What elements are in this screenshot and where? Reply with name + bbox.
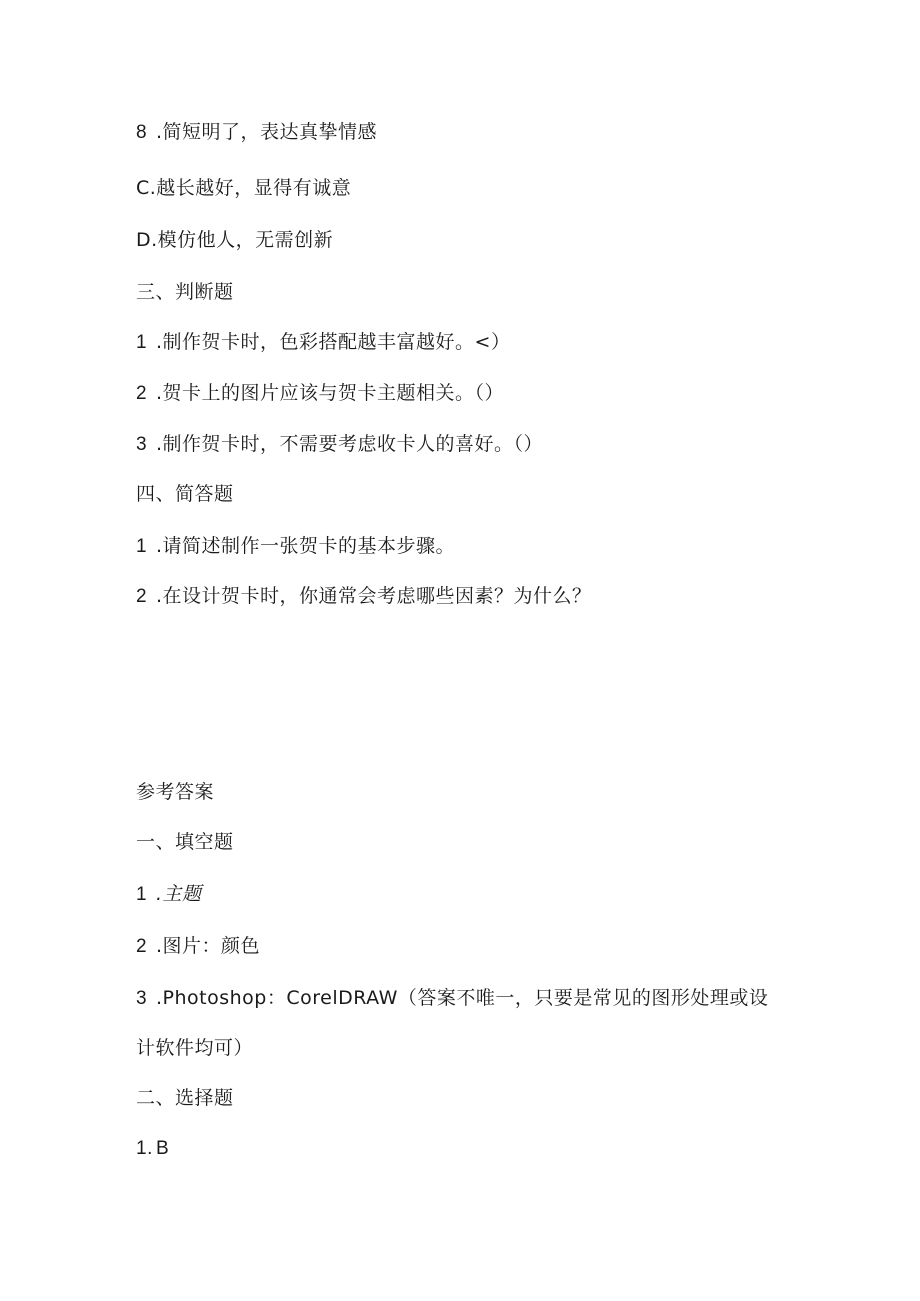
item-number: 1. [136, 1138, 153, 1159]
heading-text: 一、填空题 [136, 831, 234, 853]
item-text: .图片：颜色 [156, 935, 261, 957]
item-text: .简短明了，表达真挚情感 [156, 121, 378, 143]
fill-blank-answer-1 [136, 882, 202, 907]
item-number: 2 [136, 586, 148, 607]
fill-blank-answer-3-continued [136, 1036, 253, 1060]
item-number: 1 [136, 536, 148, 557]
item-number: 3 [136, 434, 148, 455]
fill-blank-answer-3 [136, 986, 768, 1011]
question-option-c [136, 176, 351, 200]
question-option-d [136, 228, 333, 252]
item-text: .贺卡上的图片应该与贺卡主题相关。（） [156, 382, 505, 404]
section-heading-short-answer [136, 482, 234, 506]
item-number: 1 [136, 332, 148, 353]
item-text: .Photoshop：CorelDRAW（答案不唯一，只要是常见的图形处理或设 [156, 987, 769, 1009]
item-number: 2 [136, 383, 148, 404]
item-text: C.越长越好，显得有诚意 [136, 177, 352, 199]
item-number: 3 [136, 988, 148, 1009]
choice-answer-1 [136, 1136, 169, 1161]
heading-text: 二、选择题 [136, 1087, 234, 1109]
heading-text: 四、简答题 [136, 483, 234, 505]
section-heading-judgement [136, 280, 234, 304]
answer-key-title [136, 780, 214, 804]
item-text: .主题 [156, 883, 202, 905]
item-text: B [156, 1138, 170, 1159]
short-answer-item-1 [136, 534, 455, 559]
item-text: .制作贺卡时，色彩搭配越丰富越好。<） [156, 331, 511, 353]
judgement-item-1 [136, 330, 510, 355]
item-text: .请简述制作一张贺卡的基本步骤。 [156, 535, 456, 557]
judgement-item-3 [136, 432, 543, 457]
judgement-item-2 [136, 381, 504, 406]
item-text: .制作贺卡时，不需要考虑收卡人的喜好。（） [156, 433, 544, 455]
short-answer-item-2 [136, 584, 592, 609]
fill-blank-answer-2 [136, 934, 260, 959]
item-text: .在设计贺卡时，你通常会考虑哪些因素？为什么？ [156, 585, 592, 607]
section-heading-fill-blank [136, 830, 234, 854]
section-heading-choice [136, 1086, 234, 1110]
item-number: 2 [136, 936, 148, 957]
item-text: D.模仿他人，无需创新 [136, 229, 334, 251]
heading-text: 参考答案 [136, 781, 215, 803]
item-number: 8 [136, 122, 148, 143]
item-text: 计软件均可） [136, 1037, 254, 1059]
item-number: 1 [136, 884, 148, 905]
question-option-b [136, 120, 377, 145]
heading-text: 三、判断题 [136, 281, 234, 303]
